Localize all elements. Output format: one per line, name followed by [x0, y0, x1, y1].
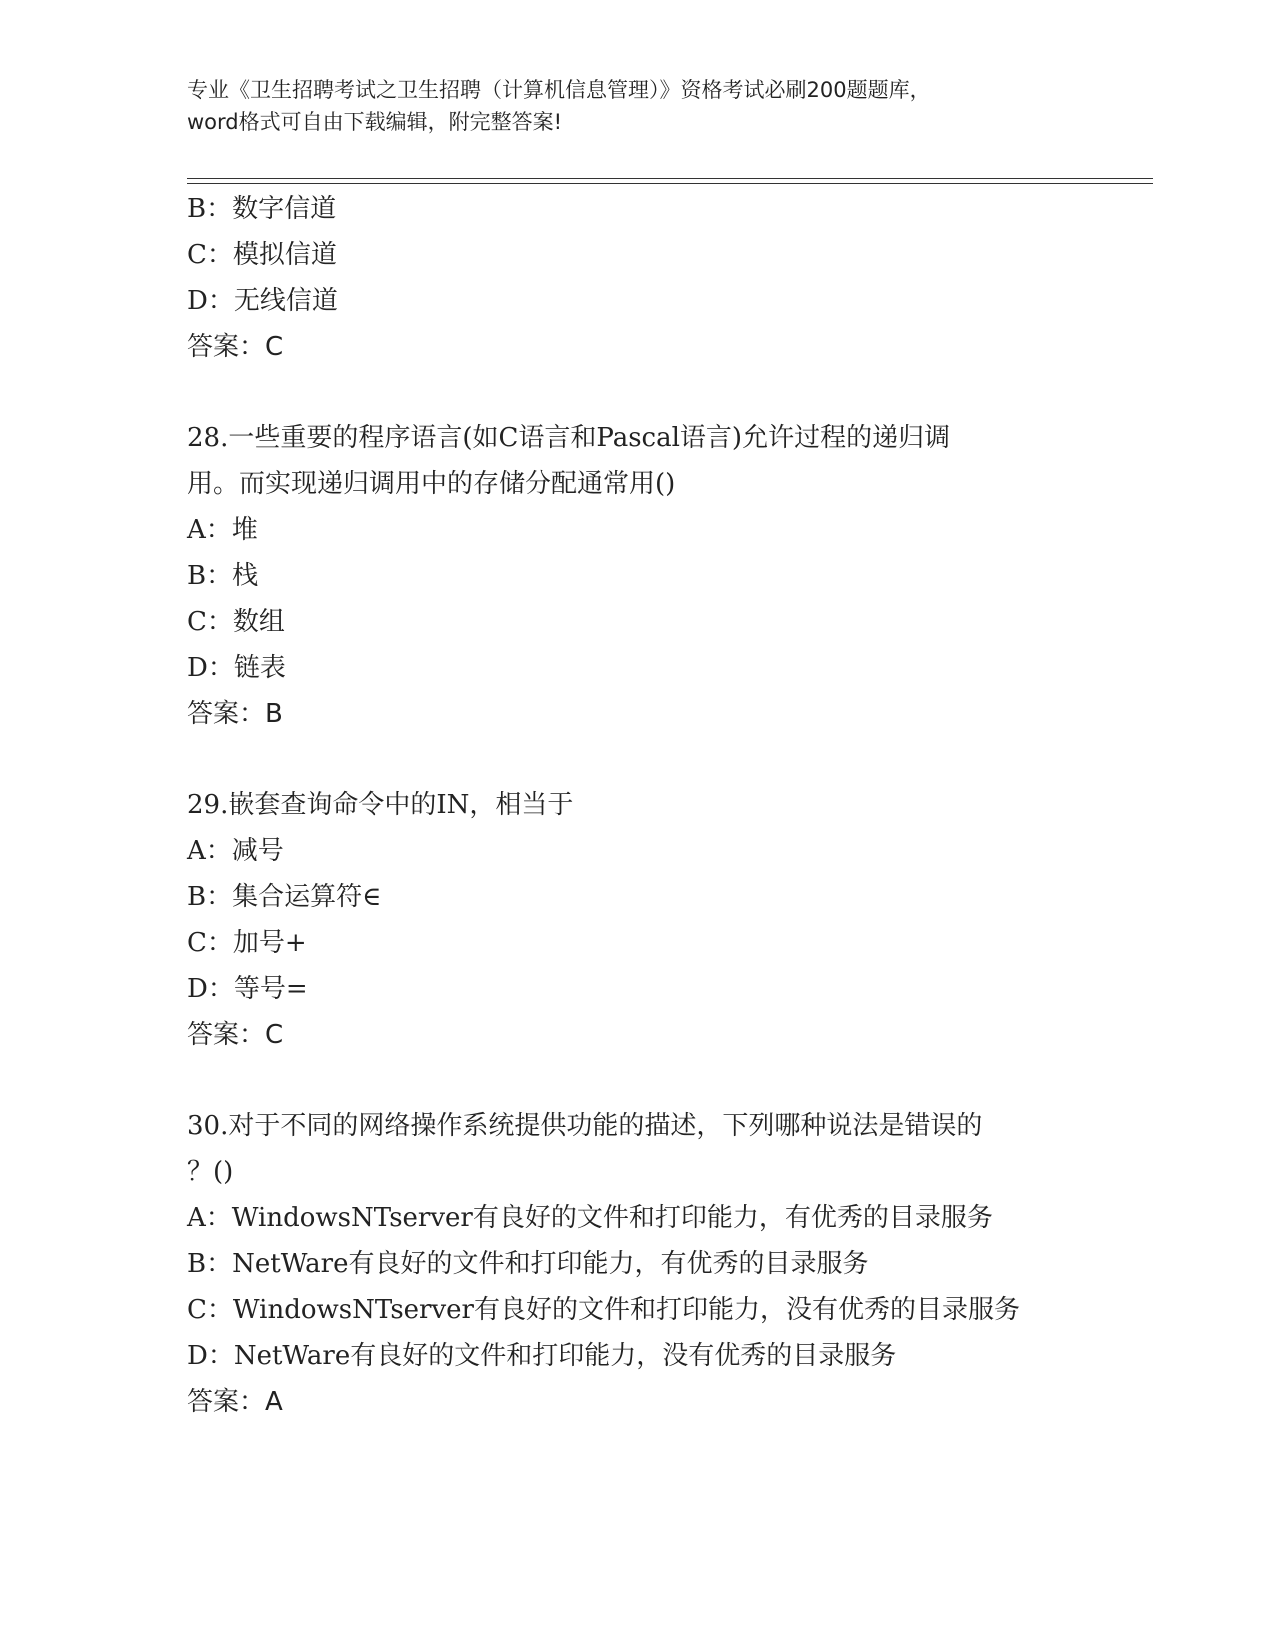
- answer-line: 答案：C: [187, 332, 284, 362]
- option-c: C：加号+: [187, 928, 307, 958]
- option-d: D：链表: [187, 653, 286, 683]
- question-text-line-1: 30.对于不同的网络操作系统提供功能的描述，下列哪种说法是错误的: [187, 1111, 983, 1141]
- question-29: [187, 782, 1107, 1058]
- header-line-1: 专业《卫生招聘考试之卫生招聘（计算机信息管理）》资格考试必刷200题题库，: [187, 78, 931, 102]
- spacer: [187, 1058, 1107, 1103]
- document-header: [187, 74, 1087, 138]
- header-line-2: word格式可自由下载编辑，附完整答案!: [187, 110, 563, 134]
- header-divider: [187, 178, 1153, 184]
- option-d: D：等号=: [187, 974, 308, 1004]
- question-28: [187, 415, 1107, 737]
- question-text-line-2: 用。而实现递归调用中的存储分配通常用(): [187, 469, 676, 499]
- option-b: B：数字信道: [187, 194, 337, 224]
- option-a: A：堆: [187, 515, 258, 545]
- answer-line: 答案：C: [187, 1020, 284, 1050]
- option-d: D：无线信道: [187, 286, 338, 316]
- question-27-continuation: [187, 186, 1107, 370]
- option-b: B：集合运算符∈: [187, 882, 382, 912]
- option-c: C：模拟信道: [187, 240, 337, 270]
- option-b: B：栈: [187, 561, 259, 591]
- option-c: C：数组: [187, 607, 285, 637]
- option-d: D：NetWare有良好的文件和打印能力，没有优秀的目录服务: [187, 1341, 897, 1371]
- option-a: A：WindowsNTserver有良好的文件和打印能力，有优秀的目录服务: [187, 1203, 993, 1233]
- spacer: [187, 737, 1107, 782]
- question-text-line-1: 29.嵌套查询命令中的IN，相当于: [187, 790, 574, 820]
- answer-line: 答案：B: [187, 699, 283, 729]
- answer-line: 答案：A: [187, 1387, 283, 1417]
- spacer: [187, 370, 1107, 415]
- question-30: [187, 1103, 1107, 1425]
- question-text-line-2: ？(): [187, 1157, 234, 1187]
- question-content: [187, 186, 1107, 1425]
- option-a: A：减号: [187, 836, 284, 866]
- question-text-line-1: 28.一些重要的程序语言(如C语言和Pascal语言)允许过程的递归调: [187, 423, 951, 453]
- option-b: B：NetWare有良好的文件和打印能力，有优秀的目录服务: [187, 1249, 869, 1279]
- option-c: C：WindowsNTserver有良好的文件和打印能力，没有优秀的目录服务: [187, 1295, 1020, 1325]
